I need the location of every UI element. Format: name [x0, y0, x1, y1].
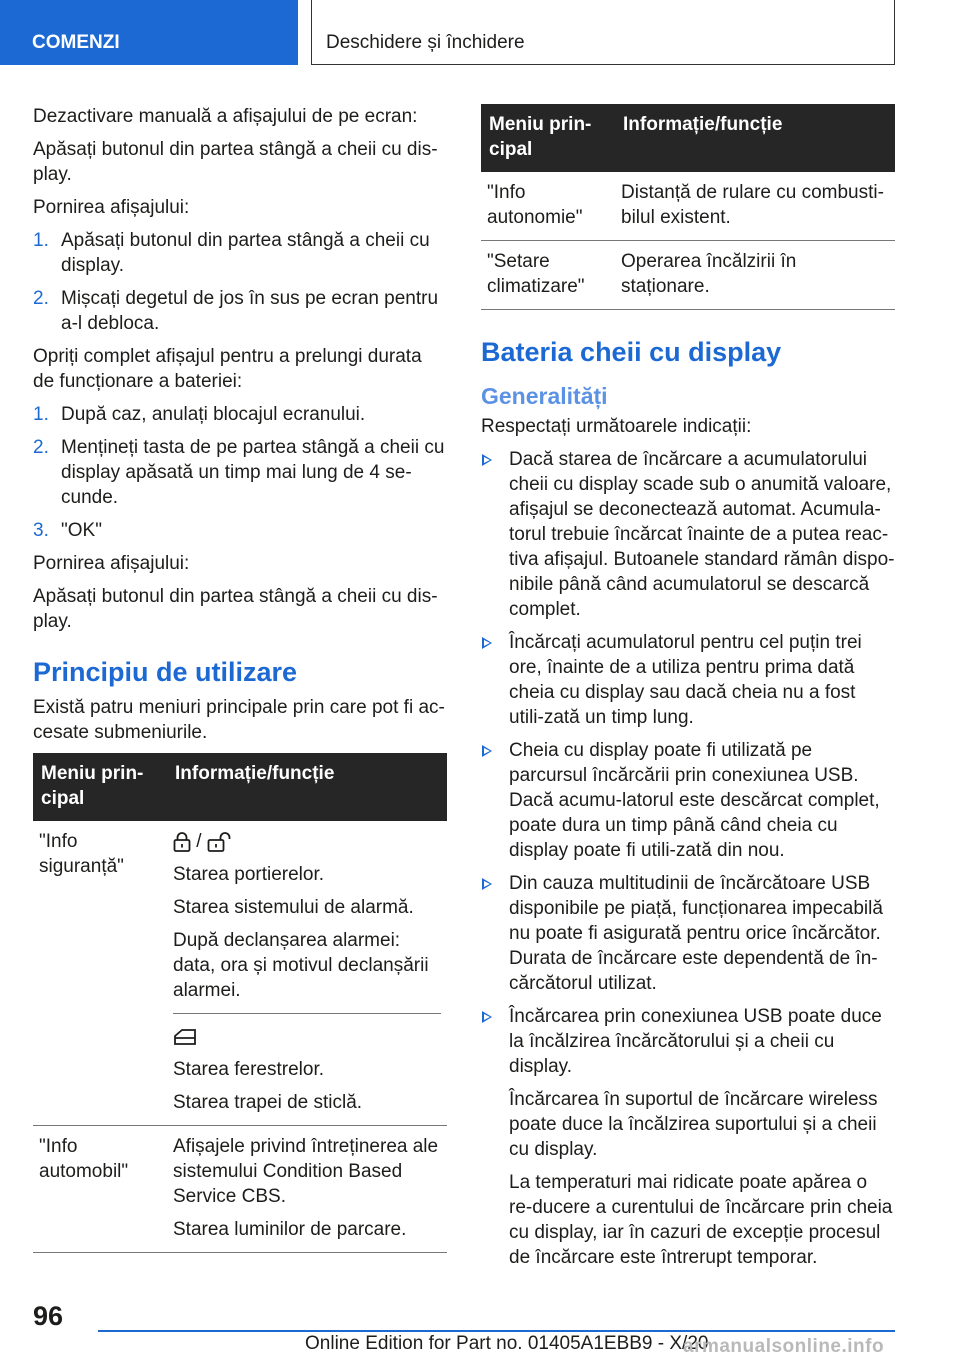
- bullet-triangle-icon: [482, 454, 492, 466]
- table-header-row: [33, 753, 447, 821]
- table-row: [481, 172, 895, 241]
- footer-edition: Online Edition for Part no. 01405A1EBB9 - X/20: [305, 1333, 709, 1354]
- list-text: Mișcați degetul de jos în sus pe ecran pentru a-l debloca.: [61, 288, 439, 334]
- bullet-triangle-icon: [482, 637, 492, 649]
- paragraph: Apăsați butonul din partea stângă a cheii cu dis‐play.: [33, 586, 438, 632]
- table-row: [481, 241, 895, 310]
- list-text: Apăsați butonul din partea stângă a cheii cu display.: [61, 230, 430, 276]
- numbered-list: [33, 228, 447, 336]
- page-number: 96: [33, 1301, 64, 1331]
- list-item: [33, 435, 447, 510]
- table-header: Informație/funcție: [615, 104, 895, 172]
- list-item: [33, 518, 447, 543]
- info-text: Starea trapei de sticlă.: [173, 1092, 363, 1113]
- table-header: Meniu prin‐cipal: [33, 753, 167, 821]
- menu-table-continued: [481, 104, 895, 310]
- divider: [173, 1013, 441, 1014]
- paragraph: Există patru meniuri principale prin care pot fi ac‐cesate submeniurile.: [33, 697, 445, 743]
- list-text: "OK": [61, 520, 102, 541]
- list-number: 1.: [33, 404, 49, 425]
- table-cell-menu: "Info autonomie": [481, 172, 615, 241]
- list-item: [481, 630, 895, 730]
- table-cell-menu: "Info siguranță": [33, 821, 167, 1126]
- lock-closed-icon: [173, 832, 191, 852]
- info-text: Starea portierelor.: [173, 864, 325, 885]
- window-icon: [173, 1028, 197, 1046]
- bullet-list: [481, 447, 895, 1270]
- list-number: 2.: [33, 288, 49, 309]
- info-text: Starea luminilor de parcare.: [173, 1219, 407, 1240]
- info-text: Starea sistemului de alarmă.: [173, 897, 414, 918]
- list-item: [33, 402, 447, 427]
- paragraph: Pornirea afișajului:: [33, 197, 190, 218]
- icon-line: [173, 1024, 441, 1049]
- list-number: 3.: [33, 520, 49, 541]
- left-column: [33, 104, 447, 1253]
- bullet-triangle-icon: [482, 745, 492, 757]
- paragraph: Dezactivare manuală a afișajului de pe ecran:: [33, 106, 418, 127]
- paragraph: Pornirea afișajului:: [33, 553, 190, 574]
- paragraph: Apăsați butonul din partea stângă a cheii cu dis‐play.: [33, 139, 438, 185]
- list-text: Dacă starea de încărcare a acumulatorului cheii cu display scade sub o anumită valoare, afișajul se deconectează automat. Acumula‐torul trebuie încărcat înainte de a putea reac‐tiva afișajul. Butoanele standard rămân dispo‐nibile până când acumulatorul se descarcă complet.: [509, 449, 895, 620]
- section-heading: Principiu de utilizare: [33, 657, 298, 687]
- list-text: Încărcarea prin conexiunea USB poate duce la încălzirea încărcătorului și a cheii cu display.: [509, 1006, 882, 1077]
- table-header: Meniu prin‐cipal: [481, 104, 615, 172]
- chapter-title: Deschidere și închidere: [311, 0, 895, 65]
- table-header-row: [481, 104, 895, 172]
- icon-line: [173, 829, 441, 854]
- list-text: Încărcarea în suportul de încărcare wireless poate duce la încălzirea suportului și a cheii cu display.: [509, 1089, 878, 1160]
- table-cell-menu: "Info automobil": [33, 1126, 167, 1253]
- list-text: Cheia cu display poate fi utilizată pe parcursul încărcării prin conexiunea USB. Dacă acumu‐latorul este descărcat complet, poate dura un timp până când cheia cu display poate fi utili‐zată din nou.: [509, 740, 880, 861]
- footer-divider: [98, 1330, 895, 1332]
- bullet-triangle-icon: [482, 878, 492, 890]
- paragraph: Respectați următoarele indicații:: [481, 416, 752, 437]
- list-text: Mențineți tasta de pe partea stângă a cheii cu display apăsată un timp mai lung de 4 se‐cunde.: [61, 437, 445, 508]
- list-item: [33, 228, 447, 278]
- table-header: Informație/funcție: [167, 753, 447, 821]
- list-item: [481, 447, 895, 622]
- icon-separator: /: [196, 831, 202, 852]
- section-heading: Bateria cheii cu display: [481, 337, 782, 367]
- section-tab: COMENZI: [0, 0, 298, 65]
- table-cell-info: [167, 821, 447, 1126]
- list-number: 2.: [33, 437, 49, 458]
- paragraph: Opriți complet afișajul pentru a prelungi durata de funcționare a bateriei:: [33, 346, 422, 392]
- numbered-list: [33, 402, 447, 543]
- table-cell-info: Operarea încălzirii în staționare.: [615, 241, 895, 310]
- list-number: 1.: [33, 230, 49, 251]
- list-text: La temperaturi mai ridicate poate apărea o re‐ducere a curentului de încărcare prin cheia cu display, iar în cazuri de excepție procesul de încărcare este întrerupt temporar.: [509, 1172, 893, 1268]
- info-text: Starea ferestrelor.: [173, 1059, 325, 1080]
- bullet-triangle-icon: [482, 1011, 492, 1023]
- menu-table: [33, 753, 447, 1253]
- list-item: [481, 738, 895, 863]
- table-cell-info: [167, 1126, 447, 1253]
- table-row: [33, 1126, 447, 1253]
- subsection-heading: Generalități: [481, 383, 608, 409]
- list-text: Din cauza multitudinii de încărcătoare USB disponibile pe piață, funcționarea impecabilă nu poate fi asigurată pentru orice încărcător. Durata de încărcare este dependentă de în‐cărcătorul utilizat.: [509, 873, 883, 994]
- lock-open-icon: [207, 832, 233, 852]
- table-cell-menu: "Setare climatizare": [481, 241, 615, 310]
- table-cell-info: Distanță de rulare cu combusti‐bilul existent.: [615, 172, 895, 241]
- table-row: [33, 821, 447, 1126]
- right-column: [481, 104, 895, 1278]
- list-item: [33, 286, 447, 336]
- list-text: Încărcați acumulatorul pentru cel puțin trei ore, înainte de a utiliza pentru prima dată cheia cu display sau dacă cheia nu a fost utili‐zată un timp lung.: [509, 632, 862, 728]
- list-item: [481, 1004, 895, 1270]
- info-text: După declanșarea alarmei: data, ora și motivul declanșării alarmei.: [173, 930, 429, 1001]
- list-text: După caz, anulați blocajul ecranului.: [61, 404, 366, 425]
- watermark: armanualsonline.info: [683, 1336, 885, 1357]
- info-text: Afișajele privind întreținerea ale sistemului Condition Based Service CBS.: [173, 1136, 439, 1207]
- list-item: [481, 871, 895, 996]
